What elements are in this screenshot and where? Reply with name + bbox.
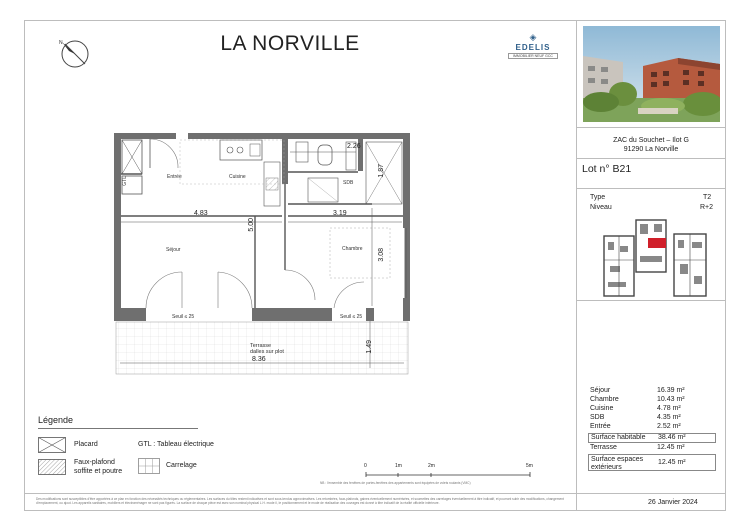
dim-sdb-depth: 1.87 [378,164,385,178]
placard-icon [38,437,66,453]
page-title: LA NORVILLE [220,32,360,55]
scale-bar [364,470,534,478]
dim-sejour-depth: 5.00 [248,218,255,232]
surface-exterior-row: Surface espaces extérieurs 12.45 m² [588,454,716,471]
surface-row: Entrée 2.52 m² [590,423,681,430]
lot-number: Lot n° B21 [582,163,632,175]
dim-terrasse-width: 8.36 [252,356,266,363]
date: 26 Janvier 2024 [648,499,698,506]
seuil-label-1: Seuil ≤ 25 [172,314,195,320]
compass-icon [56,36,94,72]
surface-total-row: Surface habitable 38.46 m² [588,433,716,443]
address: ZAC du Souchet – Ilot G 91290 La Norville [613,137,689,153]
room-sdb: SDB [343,180,354,186]
legend-faux-plafond: Faux-plafond soffite et poutre [74,459,123,475]
building-photo [583,26,720,122]
dim-chambre-width: 3.19 [333,210,347,217]
edelis-logo: ◈ EDELIS IMMOBILIER NEUF GCC [508,32,558,70]
scale-2m: 2m [428,463,435,469]
lot-highlight [648,238,666,248]
room-entree: Entrée [167,174,182,180]
dim-sejour-width: 4.83 [194,210,208,217]
legend-carrelage: Carrelage [166,462,197,469]
svg-text:N: N [59,40,63,46]
surface-row: Terrasse 12.45 m² [590,444,685,451]
surface-row: Cuisine 4.78 m² [590,405,681,412]
type-value: T2 [703,194,712,201]
scale-0: 0 [364,463,367,469]
ventilation-note: NB : l'ensemble des fenêtres de portes-fenêtres des appartements sont équipées de volets roulants (VMC) [320,481,471,485]
faux-plafond-icon [38,459,66,475]
room-terrasse: Terrasse [250,343,272,349]
level-value: R+2 [700,204,714,211]
dim-sdb-width: 2.26 [347,143,361,150]
dim-terrasse-depth: 1.49 [366,340,373,354]
disclaimer: Des modifications sont susceptibles d'être apportées à ce plan en fonction des nécessités techniques ou réglementaires. Les surfaces du tiltes restent indicatives et sont sous-tendus approximatives. Les retombées, faux-plafonds, gaines éventuellement numérisées, et soumettes des carrelages éventuellement à titre indicatif, et pourront subir des modifications, changement d'emplacement, ou ajout. Les appareils sanitaires, mobiliers et électroménager ne sont pas figurés. La surface de chaque pièce est avec son nominal physical L.H. mode il, le positionnement et le mode de réalisation des ouvrages est donné à titre indicatif de la réalité officielle intérieure. [36,497,564,505]
seuil-label-2: Seuil ≤ 25 [340,314,363,320]
dim-chambre-depth: 3.08 [378,248,385,262]
terrasse-sub: dalles sur plot [250,349,284,355]
surface-row: Chambre 10.43 m² [590,396,685,403]
gtl-label: GTL [122,176,128,186]
room-sejour: Séjour [166,247,181,253]
type-label: Type [590,194,606,201]
room-cuisine: Cuisine [229,174,246,180]
key-plan [600,216,712,298]
carrelage-icon [138,458,160,474]
surface-row: Séjour 16.39 m² [590,387,685,394]
logo-mark-icon: ◈ [529,32,537,42]
legend-gtl: GTL : Tableau électrique [138,441,214,448]
legend-placard: Placard [74,441,98,448]
room-chambre: Chambre [342,246,363,252]
level-label: Niveau [590,204,612,211]
scale-5m: 5m [526,463,533,469]
surface-row: SDB 4.35 m² [590,414,681,421]
legend-title: Légende [38,415,74,425]
scale-1m: 1m [395,463,402,469]
